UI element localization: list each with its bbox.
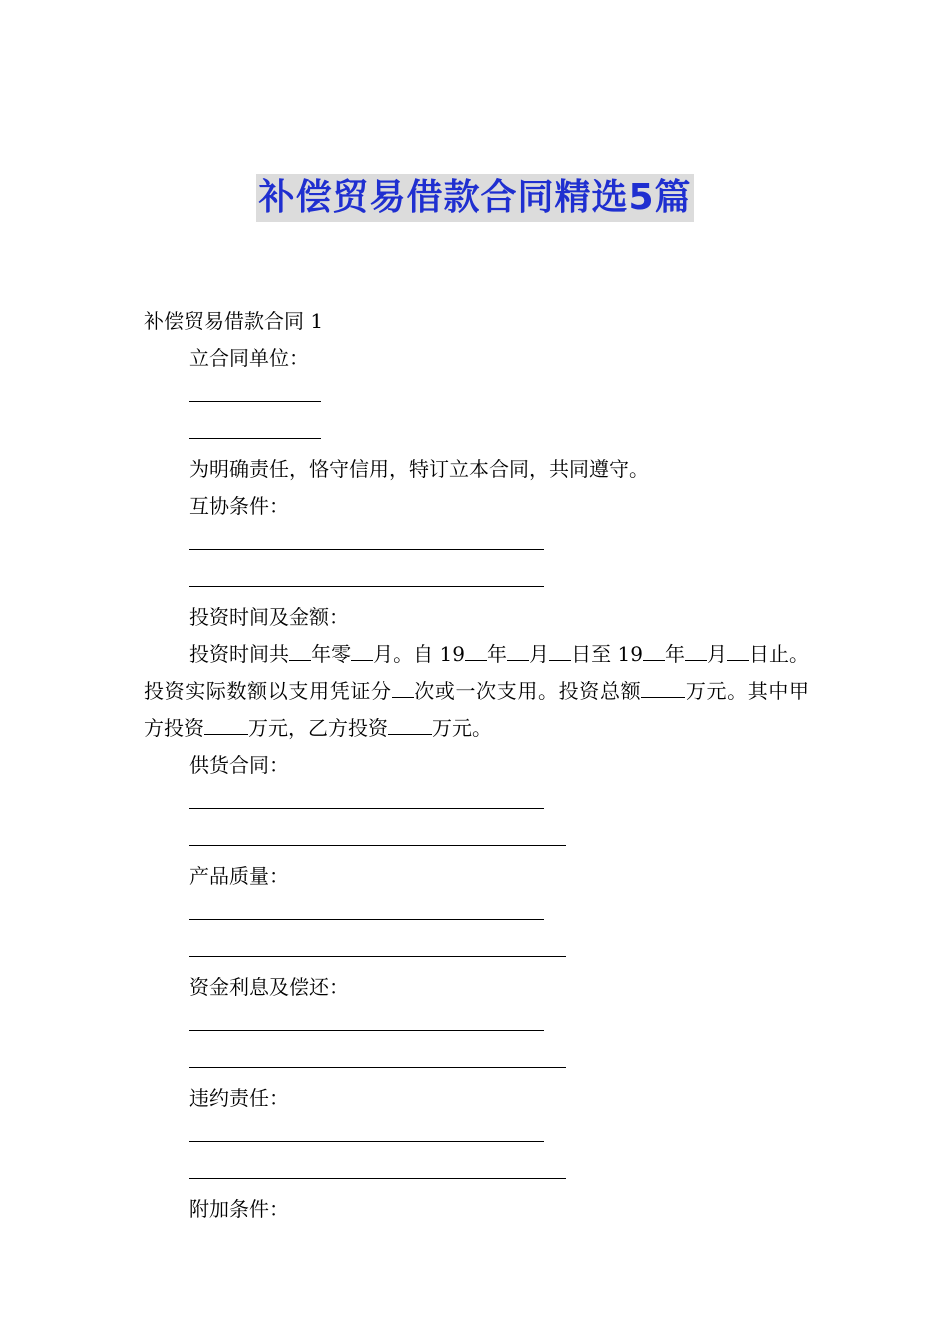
cooperation-blank-row-1	[144, 525, 809, 562]
investment-text-part: 月。自 19	[373, 642, 465, 666]
liability-label: 违约责任：	[189, 1086, 289, 1110]
quality-blank-row-1	[144, 895, 809, 932]
liability-blank-line-2	[189, 1154, 566, 1179]
party-blank-row-2	[144, 414, 809, 451]
blank-underline	[465, 642, 487, 661]
cooperation-blank-row-2	[144, 562, 809, 599]
investment-text-part: 月	[706, 642, 727, 666]
interest-blank-row-1	[144, 1006, 809, 1043]
investment-text-part: 万元。其中甲方投资	[144, 679, 810, 740]
interest-blank-line-1	[189, 1006, 544, 1031]
liability-blank-line-1	[189, 1117, 544, 1142]
blank-underline	[289, 642, 311, 661]
cooperation-blank-line-1	[189, 525, 544, 550]
blank-underline	[685, 642, 707, 661]
blank-underline	[549, 642, 571, 661]
blank-underline	[727, 642, 749, 661]
investment-text-part: 月	[529, 642, 550, 666]
liability-blank-row-1	[144, 1117, 809, 1154]
quality-label: 产品质量：	[189, 864, 289, 888]
party-label: 立合同单位：	[189, 346, 309, 370]
supply-blank-row-1	[144, 784, 809, 821]
investment-text-part: 次或一次支用。投资总额	[413, 679, 642, 703]
party-blank-line-2	[189, 414, 321, 439]
party-blank-line-1	[189, 377, 321, 402]
interest-blank-row-2	[144, 1043, 809, 1080]
blank-underline	[392, 679, 414, 698]
blank-underline	[204, 716, 248, 735]
purpose-text: 为明确责任，恪守信用，特订立本合同，共同遵守。	[189, 457, 649, 481]
blank-underline	[388, 716, 432, 735]
quality-blank-line-2	[189, 932, 566, 957]
blank-underline	[507, 642, 529, 661]
title-wrapper	[0, 174, 950, 222]
investment-text-part: 日至 19	[571, 642, 643, 666]
investment-text-part: 年零	[311, 642, 352, 666]
investment-text-part: 万元，乙方投资	[248, 716, 388, 740]
blank-underline	[641, 679, 685, 698]
blank-underline	[351, 642, 373, 661]
contract-body	[144, 303, 809, 1228]
cooperation-blank-line-2	[189, 562, 544, 587]
document-title: 补偿贸易借款合同精选5篇	[256, 174, 693, 222]
investment-paragraph	[144, 636, 809, 747]
investment-text-part: 年	[664, 642, 685, 666]
additional-label: 附加条件：	[189, 1197, 289, 1221]
investment-text-part: 投资时间共	[189, 642, 290, 666]
supply-blank-line-2	[189, 821, 566, 846]
contract-heading: 补偿贸易借款合同 1	[144, 309, 324, 333]
liability-blank-row-2	[144, 1154, 809, 1191]
party-blank-row-1	[144, 377, 809, 414]
investment-label: 投资时间及金额：	[189, 605, 349, 629]
blank-underline	[643, 642, 665, 661]
quality-blank-row-2	[144, 932, 809, 969]
cooperation-label: 互协条件：	[189, 494, 289, 518]
interest-label: 资金利息及偿还：	[189, 975, 349, 999]
interest-blank-line-2	[189, 1043, 566, 1068]
investment-text-part: 万元。	[432, 716, 492, 740]
supply-blank-line-1	[189, 784, 544, 809]
quality-blank-line-1	[189, 895, 544, 920]
investment-text-part: 日止。投资实际数额以支用凭证分	[144, 642, 810, 703]
supply-label: 供货合同：	[189, 753, 289, 777]
investment-text-part: 年	[487, 642, 508, 666]
supply-blank-row-2	[144, 821, 809, 858]
